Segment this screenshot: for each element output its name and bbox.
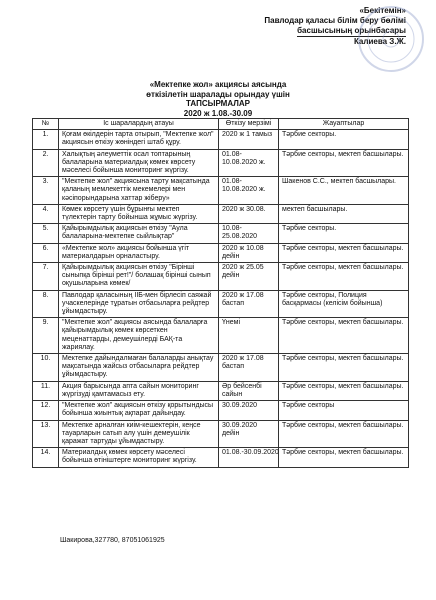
row-deadline: 01.08.-30.09.2020 bbox=[219, 448, 279, 467]
row-deadline: 30.09.2020 дейін bbox=[219, 420, 279, 448]
row-responsible: Тәрбие секторы. bbox=[279, 224, 409, 243]
row-responsible: Тәрбие секторы bbox=[279, 401, 409, 420]
approval-line-1: «Бекітемін» bbox=[359, 6, 406, 15]
row-deadline: 2020 ж 17.08 бастап bbox=[219, 290, 279, 318]
row-deadline: 2020 ж 25.05 дейін bbox=[219, 263, 279, 291]
table-row bbox=[33, 354, 409, 382]
row-responsible: Тәрбие секторы, мектеп басшылары. bbox=[279, 149, 409, 177]
row-responsible: Тәрбие секторы, мектеп басшылары. bbox=[279, 243, 409, 262]
table-row bbox=[33, 243, 409, 262]
row-deadline: 01.08-10.08.2020 ж. bbox=[219, 149, 279, 177]
table-row bbox=[33, 290, 409, 318]
approval-line-2: Павлодар қаласы білім беру бөлімі bbox=[264, 16, 406, 25]
row-number: 14. bbox=[33, 448, 59, 467]
footer-contact: Шакирова,327780, 87051061925 bbox=[60, 537, 165, 544]
row-number: 11. bbox=[33, 381, 59, 400]
row-event: Қайырымдылық акциясын өткізу "Аула балаларына-мектепке сыйлықтар" bbox=[59, 224, 219, 243]
row-number: 6. bbox=[33, 243, 59, 262]
row-number: 4. bbox=[33, 204, 59, 223]
row-deadline: 2020 ж 10.08 дейін bbox=[219, 243, 279, 262]
row-deadline: Әр бейсенбі сайын bbox=[219, 381, 279, 400]
row-event: Мектепке дайындалмаған балаларды анықтау мақсатында жайсыз отбасыларға рейдтер ұйымдастыру. bbox=[59, 354, 219, 382]
row-event: Мектепке арналған киім-кешектерін, кеңсе тауарларын сатып алу үшін демеушілік қаражат тартуды ұйымдастыру. bbox=[59, 420, 219, 448]
row-event: Материалдық көмек көрсету мәселесі бойынша өтініштерге мониторинг жүргізу. bbox=[59, 448, 219, 467]
table-row bbox=[33, 420, 409, 448]
row-number: 8. bbox=[33, 290, 59, 318]
table-row bbox=[33, 224, 409, 243]
table-header-row bbox=[33, 119, 409, 130]
row-number: 3. bbox=[33, 177, 59, 205]
row-number: 1. bbox=[33, 130, 59, 149]
row-event: "Мектепке жол" акциясына тарту мақсатында қаланың мемлекеттік мекемелері мен кәсіпорындарына хаттар жіберу» bbox=[59, 177, 219, 205]
row-responsible: Шакенов С.С., мектеп басшылары. bbox=[279, 177, 409, 205]
row-number: 10. bbox=[33, 354, 59, 382]
approval-line-4: Калиева З.Ж. bbox=[353, 37, 406, 46]
row-responsible: мектеп басшылары. bbox=[279, 204, 409, 223]
header-deadline: Өткізу мерзімі bbox=[219, 119, 279, 130]
title-line-1: «Мектепке жол» акциясы аясында bbox=[149, 80, 287, 89]
header-event: Іс шаралардың атауы bbox=[59, 119, 219, 130]
header-number: № bbox=[33, 119, 59, 130]
row-event: Павлодар қаласының ІІБ-мен бірлесіп саяжай учаскелерінде тұратын отбасыларға рейдтер ұйымдастыру. bbox=[59, 290, 219, 318]
approval-line-3: басшысының орынбасары bbox=[297, 26, 406, 35]
row-responsible: Тәрбие секторы. bbox=[279, 130, 409, 149]
row-event: Көмек көрсету үшін бұрынғы мектеп түлектерін тарту бойынша жұмыс жүргізу. bbox=[59, 204, 219, 223]
table-row bbox=[33, 130, 409, 149]
row-event: Халықтың әлеуметтік осал топтарының балаларына материалдық көмек көрсету мәселесі бойынша мониторинг жүргізу. bbox=[59, 149, 219, 177]
table-row bbox=[33, 448, 409, 467]
table-row bbox=[33, 381, 409, 400]
row-deadline: 2020 ж 17.08 бастап bbox=[219, 354, 279, 382]
row-number: 5. bbox=[33, 224, 59, 243]
row-responsible: Тәрбие секторы, мектеп басшылары. bbox=[279, 263, 409, 291]
row-responsible: Тәрбие секторы, мектеп басшылары. bbox=[279, 318, 409, 354]
document-title bbox=[0, 80, 436, 118]
tasks-table bbox=[32, 118, 409, 468]
table-row bbox=[33, 401, 409, 420]
table-row bbox=[33, 177, 409, 205]
row-number: 9. bbox=[33, 318, 59, 354]
row-event: "Мектепке жол" акциясы аясында балаларға қайырымдылық көмек көрсеткен меценаттарды, демеушілерді БАҚ-та жариялау. bbox=[59, 318, 219, 354]
official-stamp bbox=[352, 4, 430, 74]
row-event: Қоғам өкілдерін тарта отырып, "Мектепке жол" акциясын өткізу жөніндегі штаб құру. bbox=[59, 130, 219, 149]
row-number: 2. bbox=[33, 149, 59, 177]
row-responsible: Тәрбие секторы, мектеп басшылары. bbox=[279, 354, 409, 382]
row-responsible: Тәрбие секторы, Полиция басқармасы (келісім бойынша) bbox=[279, 290, 409, 318]
row-responsible: Тәрбие секторы, мектеп басшылары. bbox=[279, 381, 409, 400]
row-event: "Мектепке жол" акциясын өткізу қорытындысы бойынша жиынтық ақпарат дайындау. bbox=[59, 401, 219, 420]
table-row bbox=[33, 263, 409, 291]
row-deadline: Үнемі bbox=[219, 318, 279, 354]
row-deadline: 10.08-25.08.2020 bbox=[219, 224, 279, 243]
row-deadline: 30.09.2020 bbox=[219, 401, 279, 420]
row-number: 7. bbox=[33, 263, 59, 291]
row-deadline: 2020 ж 1 тамыз bbox=[219, 130, 279, 149]
row-event: «Мектепке жол» акциясы бойынша үгіт материалдарын орналастыру. bbox=[59, 243, 219, 262]
row-responsible: Тәрбие секторы, мектеп басшылары. bbox=[279, 448, 409, 467]
row-event: Акция барысында апта сайын мониторинг жүргізуді қамтамасыз ету. bbox=[59, 381, 219, 400]
row-deadline: 2020 ж 30.08. bbox=[219, 204, 279, 223]
title-line-4: 2020 ж 1.08.-30.09 bbox=[183, 108, 253, 118]
title-line-3: ТАПСЫРМАЛАР bbox=[186, 99, 250, 108]
table-row bbox=[33, 149, 409, 177]
row-event: Қайырымдылық акциясын өткізу "Бірінші сыныпқа бірінші рет!"/ болашақ бірінші сынып оқушыларына көмек/ bbox=[59, 263, 219, 291]
row-number: 12. bbox=[33, 401, 59, 420]
table-row bbox=[33, 318, 409, 354]
row-responsible: Тәрбие секторы, мектеп басшылары. bbox=[279, 420, 409, 448]
row-deadline: 01.08-10.08.2020 ж. bbox=[219, 177, 279, 205]
title-line-2: өткізілетін шаралады орындау үшін bbox=[146, 89, 290, 99]
header-responsible: Жауаптылар bbox=[279, 119, 409, 130]
table-row bbox=[33, 204, 409, 223]
row-number: 13. bbox=[33, 420, 59, 448]
